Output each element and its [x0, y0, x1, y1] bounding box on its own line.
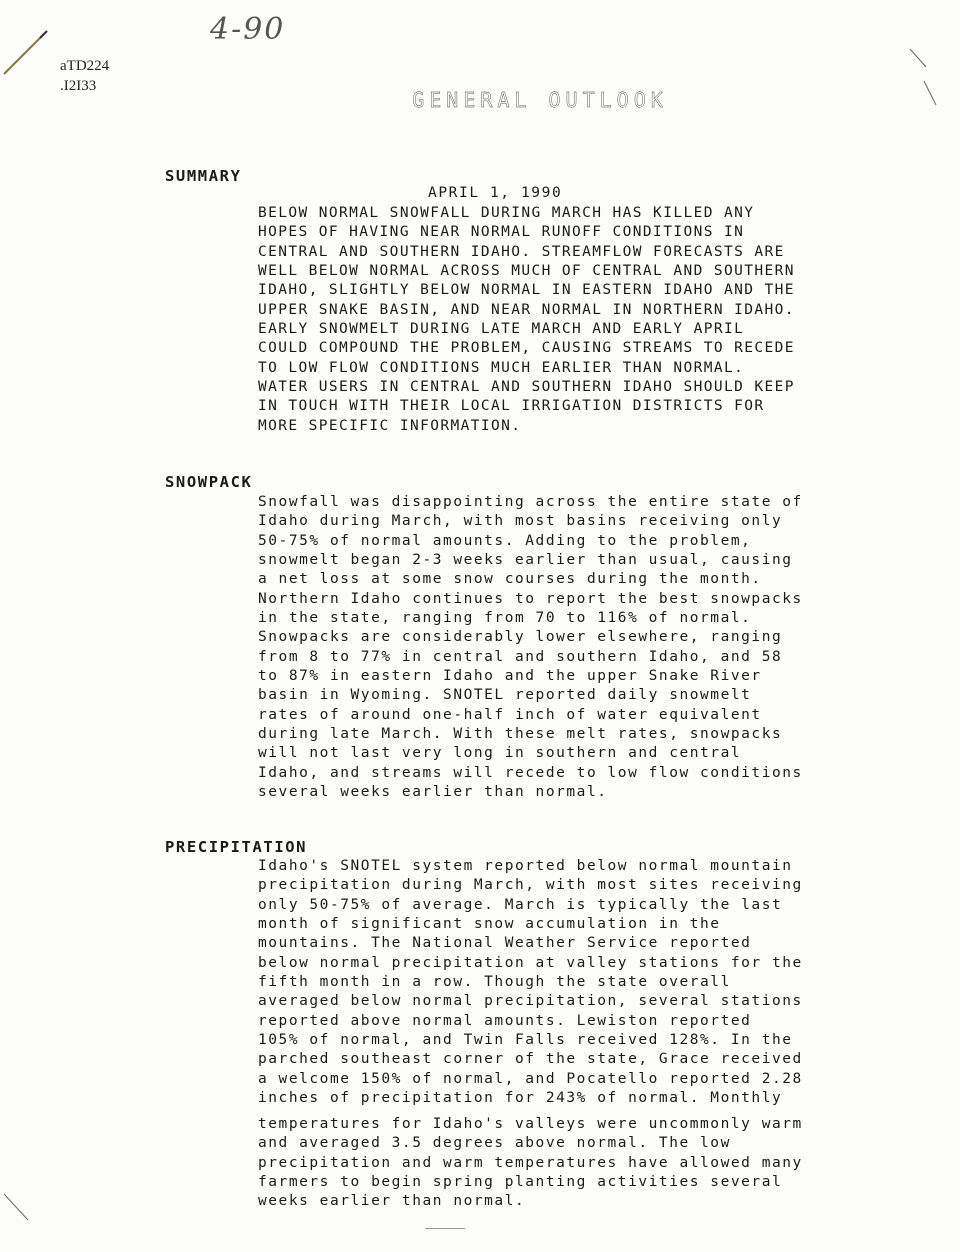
text-line: only 50-75% of average. March is typically the last: [258, 896, 783, 913]
text-line: weeks earlier than normal.: [258, 1193, 526, 1210]
text-line: 50-75% of normal amounts. Adding to the problem,: [258, 532, 752, 549]
snowpack-body: [258, 493, 898, 803]
text-line: temperatures for Idaho's valleys were uncommonly warm: [258, 1116, 803, 1132]
text-line: UPPER SNAKE BASIN, AND NEAR NORMAL IN NORTHERN IDAHO.: [258, 301, 795, 318]
summary-date: APRIL 1, 1990: [428, 185, 563, 201]
text-line: reported above normal amounts. Lewiston reported: [258, 1012, 752, 1029]
text-line: a net loss at some snow courses during the month.: [258, 571, 762, 588]
text-line: Idaho, and streams will recede to low flow conditions: [258, 764, 803, 781]
text-line: fifth month in a row. Though the state overall: [258, 974, 731, 991]
call-number-line: aTD224: [60, 58, 110, 74]
text-line: WELL BELOW NORMAL ACROSS MUCH OF CENTRAL AND SOUTHERN: [258, 263, 795, 280]
summary-body: [258, 204, 898, 436]
text-line: rates of around one-half inch of water equivalent: [258, 706, 762, 723]
text-line: TO LOW FLOW CONDITIONS MUCH EARLIER THAN NORMAL.: [258, 359, 745, 376]
text-line: BELOW NORMAL SNOWFALL DURING MARCH HAS KILLED ANY: [258, 205, 755, 221]
divider: [425, 1228, 465, 1229]
text-line: mountains. The National Weather Service reported: [258, 935, 752, 952]
text-line: basin in Wyoming. SNOTEL reported daily snowmelt: [258, 687, 752, 704]
snowpack-heading: SNOWPACK: [165, 473, 253, 491]
text-line: precipitation during March, with most sites receiving: [258, 877, 803, 894]
text-line: will not last very long in southern and central: [258, 745, 742, 762]
text-line: in the state, ranging from 70 to 116% of normal.: [258, 610, 752, 627]
text-line: farmers to begin spring planting activities several: [258, 1174, 783, 1191]
text-line: IDAHO, SLIGHTLY BELOW NORMAL IN EASTERN IDAHO AND THE: [258, 282, 795, 299]
text-line: precipitation and warm temperatures have allowed many: [258, 1154, 803, 1171]
text-line: WATER USERS IN CENTRAL AND SOUTHERN IDAHO SHOULD KEEP: [258, 379, 795, 396]
text-line: Snowfall was disappointing across the entire state of: [258, 494, 803, 510]
text-line: to 87% in eastern Idaho and the upper Snake River: [258, 668, 762, 685]
text-line: snowmelt began 2-3 weeks earlier than usual, causing: [258, 552, 793, 569]
text-line: Snowpacks are considerably lower elsewhere, ranging: [258, 629, 783, 646]
text-line: parched southeast corner of the state, Grace received: [258, 1051, 803, 1068]
text-line: and averaged 3.5 degrees above normal. The low: [258, 1135, 731, 1152]
pen-mark-icon: [0, 28, 60, 78]
text-line: a welcome 150% of normal, and Pocatello reported 2.28: [258, 1070, 803, 1087]
text-line: Northern Idaho continues to report the best snowpacks: [258, 590, 803, 607]
text-line: Idaho during March, with most basins receiving only: [258, 513, 783, 530]
text-line: inches of precipitation for 243% of normal. Monthly: [258, 1090, 783, 1107]
text-line: Idaho's SNOTEL system reported below normal mountain: [258, 858, 793, 874]
call-number-line: .I2I33: [60, 78, 97, 94]
precipitation-body: [258, 857, 898, 1108]
text-line: below normal precipitation at valley stations for the: [258, 954, 803, 971]
corner-mark-icon: [0, 1190, 40, 1230]
text-line: CENTRAL AND SOUTHERN IDAHO. STREAMFLOW FORECASTS ARE: [258, 243, 785, 260]
text-line: MORE SPECIFIC INFORMATION.: [258, 417, 522, 434]
precipitation-heading: PRECIPITATION: [165, 838, 308, 856]
text-line: from 8 to 77% in central and southern Idaho, and 58: [258, 648, 783, 665]
summary-heading: SUMMARY: [165, 167, 242, 185]
text-line: 105% of normal, and Twin Falls received 128%. In the: [258, 1032, 793, 1049]
text-line: IN TOUCH WITH THEIR LOCAL IRRIGATION DISTRICTS FOR: [258, 398, 765, 415]
page-title: GENERAL OUTLOOK: [412, 88, 668, 112]
text-line: COULD COMPOUND THE PROBLEM, CAUSING STREAMS TO RECEDE: [258, 340, 795, 357]
text-line: during late March. With these melt rates, snowpacks: [258, 726, 783, 743]
handwritten-note: 4-90: [210, 12, 286, 47]
precipitation-body-continued: [258, 1115, 898, 1212]
text-line: month of significant snow accumulation in the: [258, 916, 721, 933]
text-line: HOPES OF HAVING NEAR NORMAL RUNOFF CONDITIONS IN: [258, 224, 745, 241]
text-line: several weeks earlier than normal.: [258, 784, 608, 801]
text-line: averaged below normal precipitation, several stations: [258, 993, 803, 1010]
text-line: EARLY SNOWMELT DURING LATE MARCH AND EARLY APRIL: [258, 321, 745, 338]
